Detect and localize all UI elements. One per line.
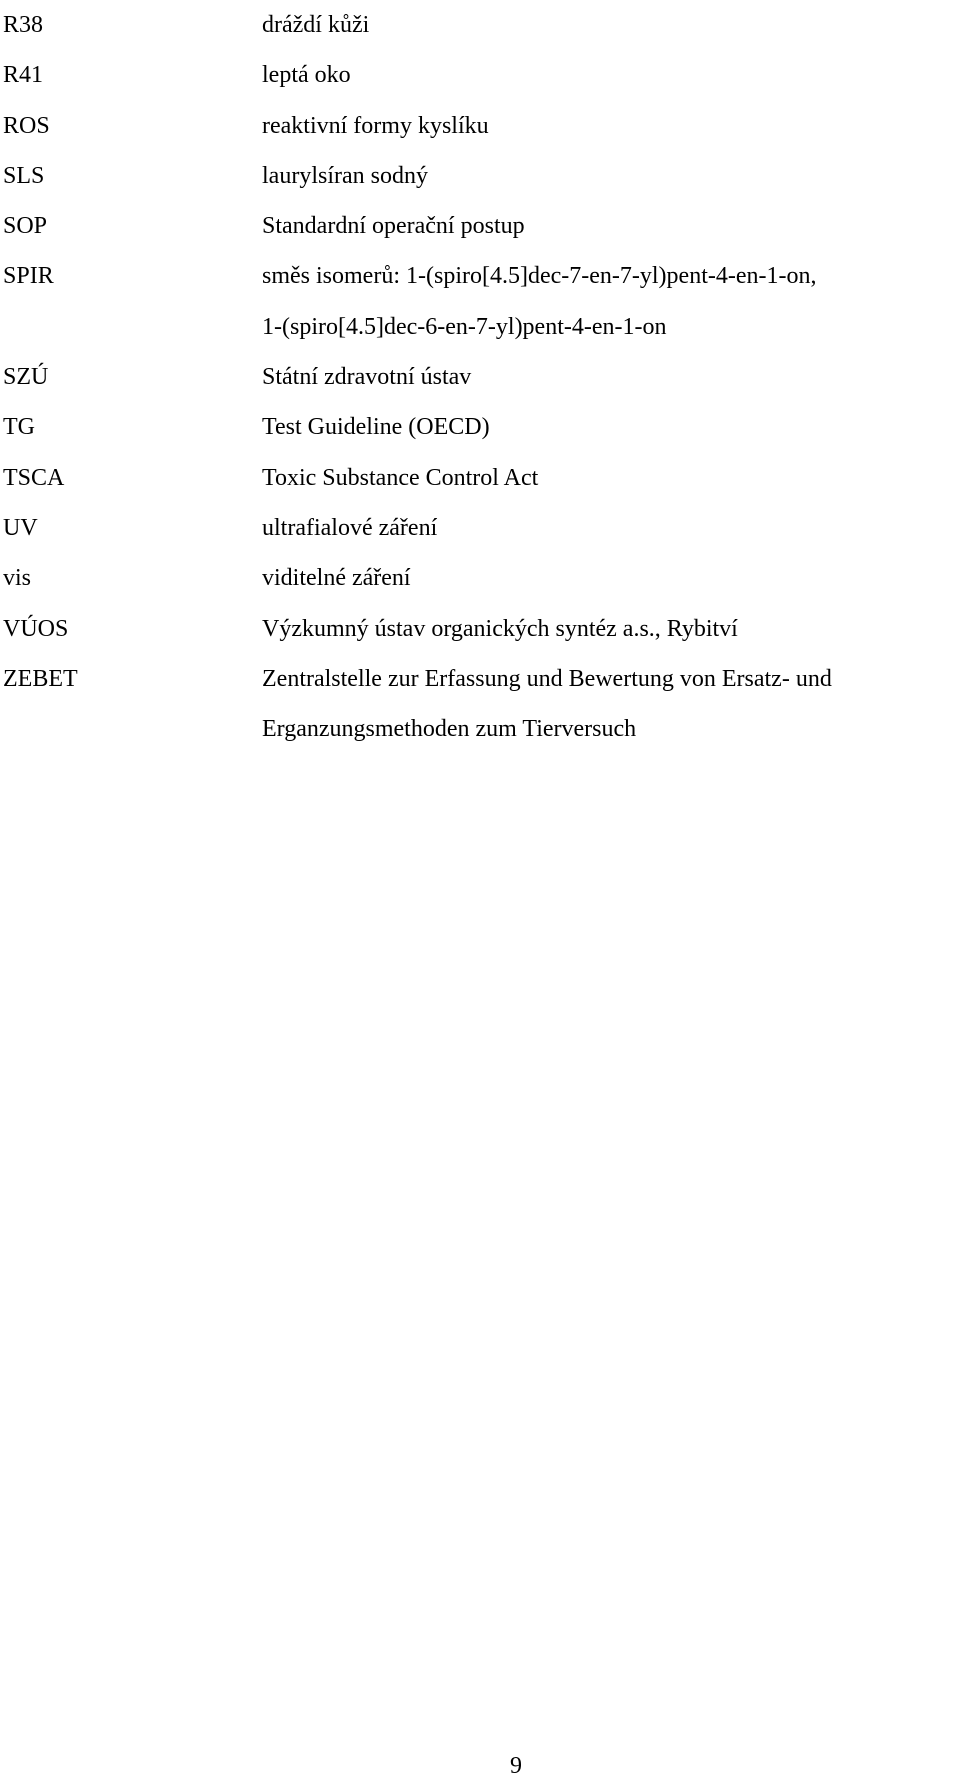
abbreviation-row [0, 453, 960, 503]
abbreviation-term: SPIR [3, 263, 54, 290]
abbreviation-definition: Státní zdravotní ústav [262, 364, 472, 391]
abbreviation-definition: směs isomerů: 1-(spiro[4.5]dec-7-en-7-yl)pent-4-en-1-on, 1-(spiro[4.5]dec-6-en-7-yl)pent-4-en-1-on [262, 263, 817, 340]
abbreviation-term: SLS [3, 162, 45, 189]
abbreviation-row [0, 604, 960, 654]
abbreviation-definition: dráždí kůži [262, 12, 370, 38]
abbreviation-term: vis [3, 565, 32, 592]
abbreviation-definition: Standardní operační postup [262, 213, 525, 240]
abbreviation-definition: laurylsíran sodný [262, 162, 428, 189]
abbreviation-definition: Výzkumný ústav organických syntéz a.s., Rybitví [262, 615, 738, 642]
abbreviation-definition: leptá oko [262, 62, 351, 89]
abbreviation-row [0, 553, 960, 603]
abbreviation-row [0, 251, 960, 352]
abbreviation-term: VÚOS [3, 615, 69, 642]
abbreviation-term: R38 [3, 12, 44, 38]
abbreviation-definition: ultrafialové záření [262, 514, 438, 541]
abbreviation-definition: viditelné záření [262, 565, 411, 592]
abbreviation-definition: Test Guideline (OECD) [262, 414, 490, 441]
abbreviation-term: UV [3, 514, 38, 541]
abbreviation-row [0, 402, 960, 452]
abbreviation-row [0, 0, 960, 50]
abbreviation-term: ROS [3, 112, 50, 139]
page-number: 9 [510, 1753, 522, 1779]
abbreviation-list [0, 0, 960, 754]
abbreviation-row [0, 50, 960, 100]
abbreviation-term: SZÚ [3, 364, 49, 391]
abbreviation-definition: Toxic Substance Control Act [262, 464, 539, 491]
abbreviation-definition: reaktivní formy kyslíku [262, 112, 489, 139]
abbreviation-term: TG [3, 414, 35, 441]
abbreviation-term: R41 [3, 62, 44, 89]
abbreviation-term: ZEBET [3, 665, 78, 692]
abbreviation-row [0, 503, 960, 553]
abbreviation-row [0, 352, 960, 402]
abbreviation-row [0, 201, 960, 251]
abbreviation-term: TSCA [3, 464, 65, 491]
abbreviation-term: SOP [3, 213, 48, 240]
abbreviation-row [0, 101, 960, 151]
abbreviation-row [0, 654, 960, 755]
abbreviation-definition: Zentralstelle zur Erfassung und Bewertung von Ersatz- und Erganzungsmethoden zum Tierversuch [262, 665, 832, 743]
abbreviation-row [0, 151, 960, 201]
